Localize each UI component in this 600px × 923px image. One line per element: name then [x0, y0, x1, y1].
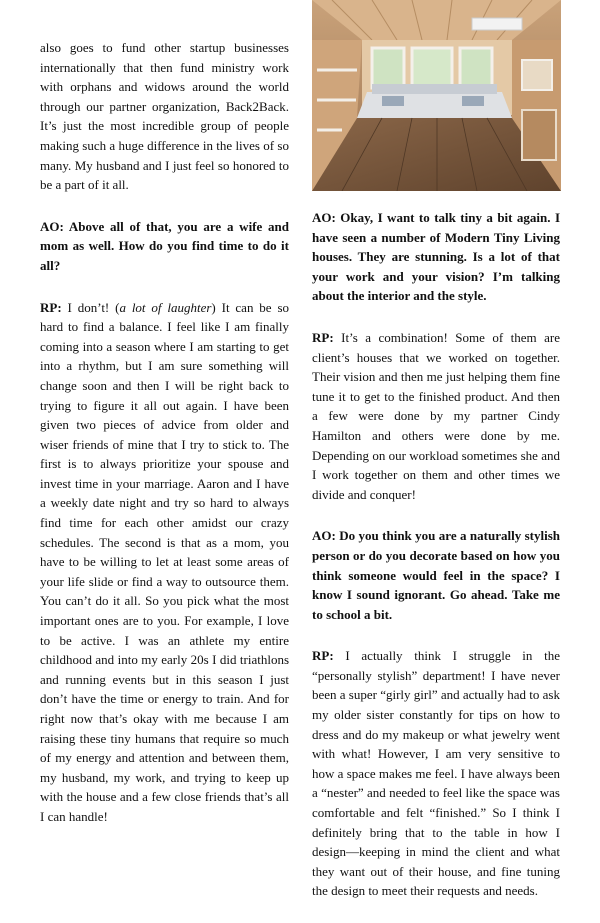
speaker-rp-label: RP: — [312, 329, 334, 345]
right-column — [312, 208, 560, 923]
question-ao-stylish: AO: Do you think you are a naturally stylish person or do you decorate based on how you think someone would feel in the space? I know I sound ignorant. Go ahead. Take me to school a bit. — [312, 528, 560, 622]
answer-text: It’s a combination! Some of them are client’s houses that we worked on together. Their vision and then me just helping them fine tune it to get to the finished product. And then a few were done by my partner Cindy Hamilton and others were done by me. Depending on our workload sometimes she and I work together on them and other times we divide and conquer! — [312, 329, 560, 502]
answer-text: I actually think I struggle in the “personally stylish” department! I have never been a super “girly girl” and actually had to ask my older sister constantly for tips on how to dress and do my makeup or what jewelry went with what! However, I am very sensitive to how a space makes me feel. I have always been a “nester” and needed to feel like the space was comfortable and felt “finished.” So I think I definitely bring that to the table in how I design—keeping in mind the client and what they want out of their house, and fine tuning the design to meet their requests and needs. — [312, 648, 560, 899]
tiny-house-interior-photo — [312, 0, 561, 191]
question-ao-tiny-houses: AO: Okay, I want to talk tiny a bit again. I have seen a number of Modern Tiny Living houses. They are stunning. Is a lot of that your work and your vision? I’m talking about the interior and the style. — [312, 210, 560, 304]
question-ao-wife-and-mom: AO: Above all of that, you are a wife and mom as well. How do you find time to do it all? — [40, 218, 289, 273]
speaker-rp-label: RP: — [312, 648, 334, 664]
answer-rp-combination — [312, 328, 560, 504]
answer-rp-stylish — [312, 646, 560, 901]
answer-text-start: I don’t! ( — [61, 299, 120, 315]
answer-text-rest: ) It can be so hard to find a balance. I feel like I am finally coming into a season where I am starting to get into a rhythm, but I am sure something will change soon and then I will be right back to trying to figure it all out again. I have been given two pieces of advice from older and wiser friends of mine that I try to stick to. The first is to always prioritize your spouse and invest time in your marriage. Aaron and I have a weekly date night and try so hard to always find time for each other amidst our crazy schedules. The second is that as a mom, you have to be willing to let at least some areas of your life slide or find a way to outsource them. You can’t do it all. So you pick what the most important ones are to you. For example, I love to be active. I was an athlete my entire childhood and into my early 20s I did triathlons and running events but in this season I just don’t have the time or energy to train. And for right now that’s okay with me because I am raising these tiny humans that require so much of my energy and attention and between them, my husband, my work, and trying to keep up with the house and a few close friends that’s all I can handle! — [40, 299, 289, 824]
answer-italic-aside: a lot of laughter — [119, 299, 212, 315]
speaker-rp-label: RP: — [40, 299, 62, 315]
left-column — [40, 38, 289, 849]
answer-rp-balance — [40, 298, 289, 827]
paragraph-continued: also goes to fund other startup businesses internationally that then fund ministry work with orphans and widows around the world through our partner organization, Back2Back. It’s just the most incredible group of people making such a huge difference in the lives of so many. My husband and I just feel so honored to be a part of it all. — [40, 40, 289, 193]
